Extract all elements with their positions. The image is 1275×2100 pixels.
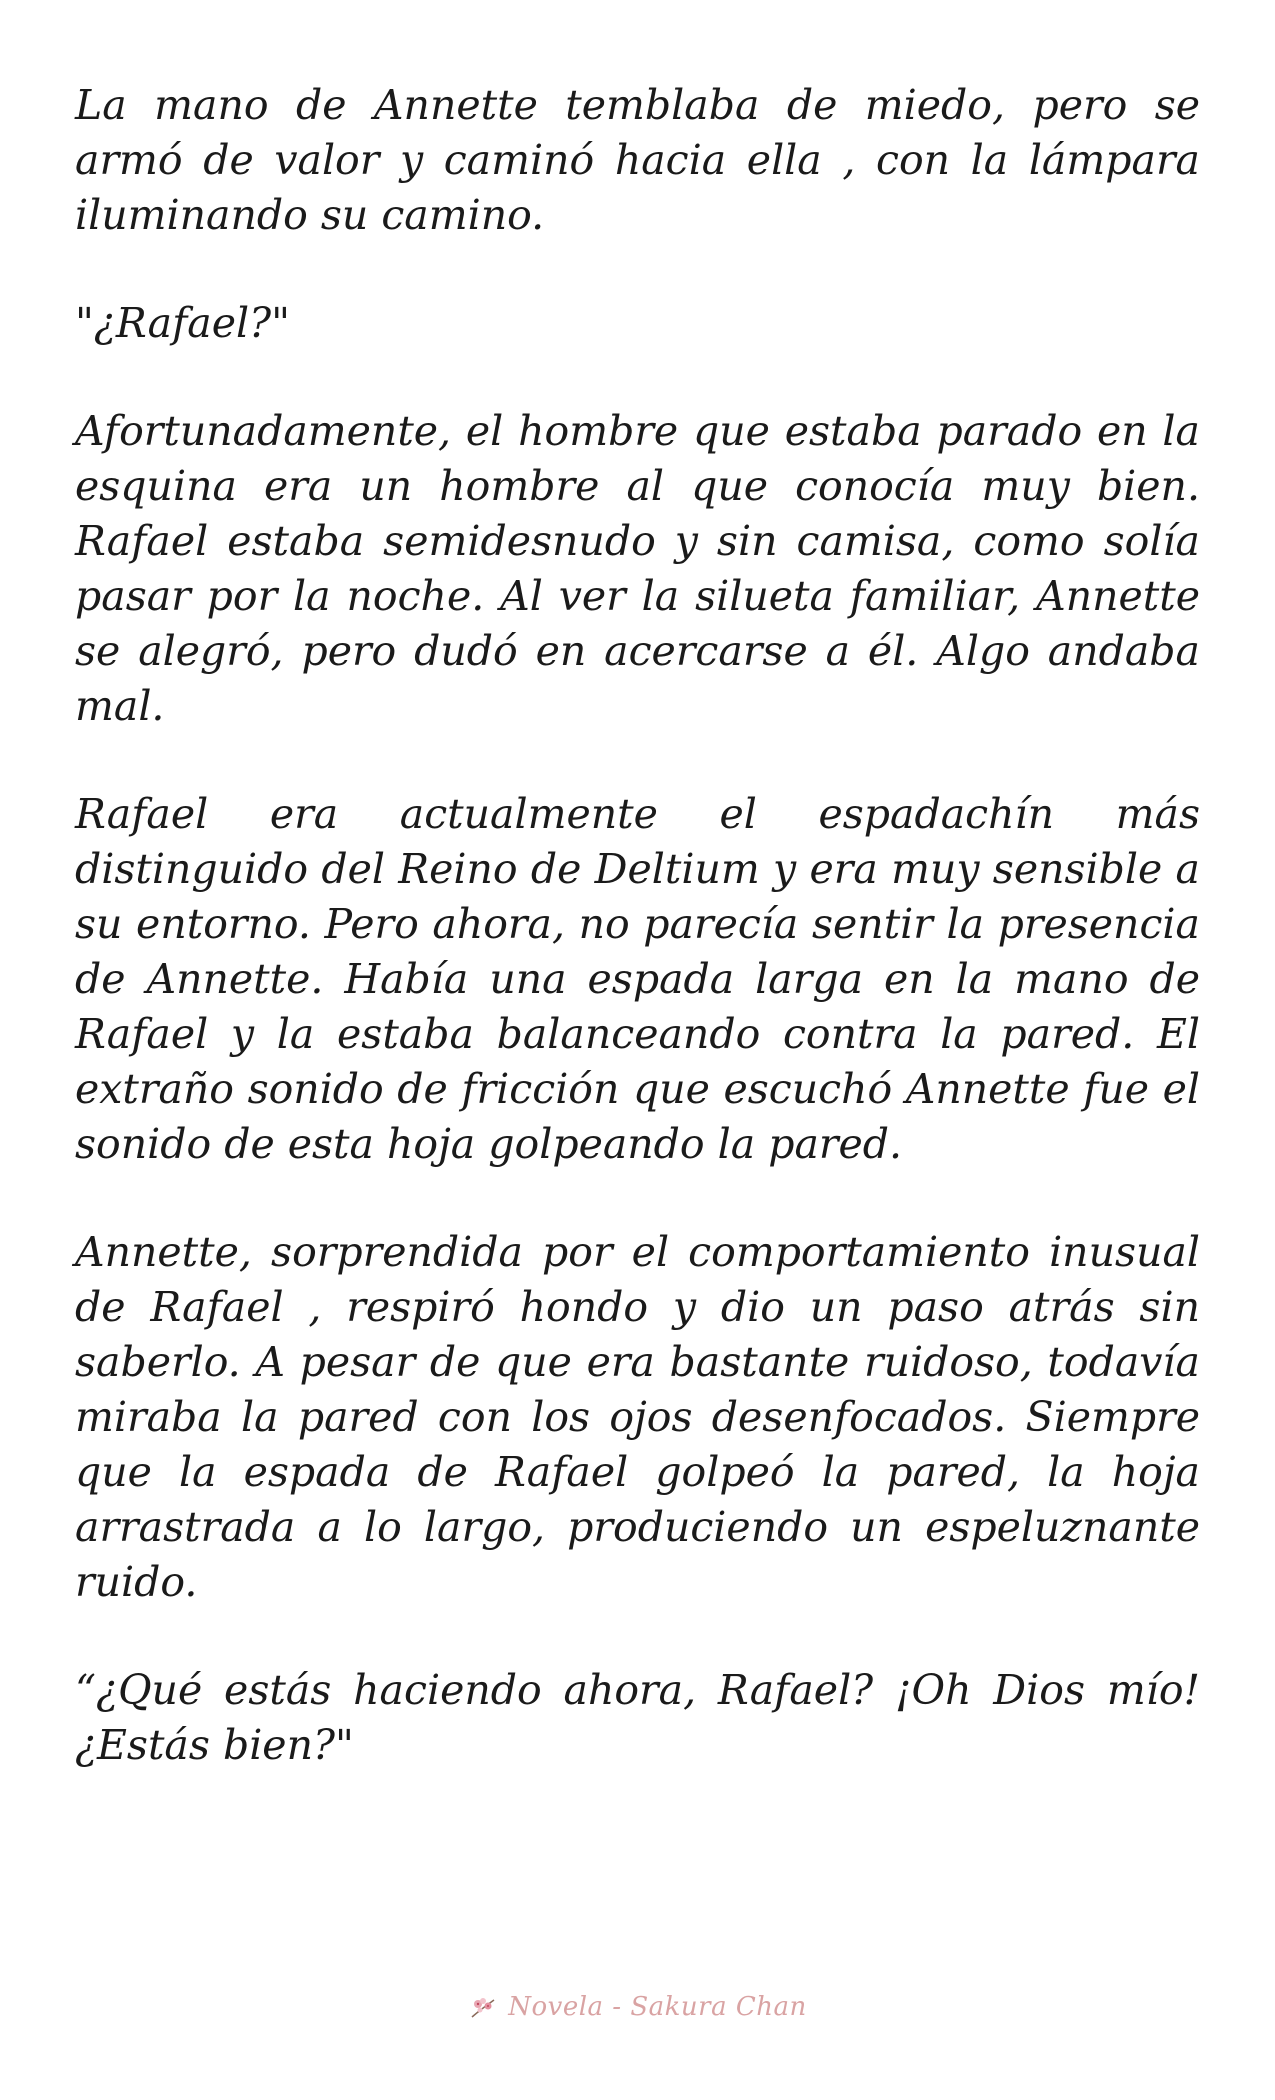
paragraph-3: Afortunadamente, el hombre que estaba parado en la esquina era un hombre al que conocía muy bien. Rafael estaba semidesnudo y sin camisa, como solía pasar por la noche. Al ver la silueta familiar, Annette se alegró, pero dudó en acercarse a él. Algo andaba mal.: [75, 407, 1200, 730]
paragraph-1: La mano de Annette temblaba de miedo, pero se armó de valor y caminó hacia ella , con la lámpara iluminando su camino.: [75, 81, 1200, 239]
watermark-text: Novela - Sakura Chan: [508, 1992, 807, 2022]
paragraph-5: Annette, sorprendida por el comportamiento inusual de Rafael , respiró hondo y dio un paso atrás sin saberlo. A pesar de que era bastante ruidoso, todavía miraba la pared con los ojos desenfocados. Siempre que la espada de Rafael golpeó la pared, la hoja arrastrada a lo largo, produciendo un espeluznante ruido.: [75, 1228, 1200, 1606]
text-page: [75, 78, 1200, 1826]
watermark-footer: [0, 1992, 1275, 2022]
paragraph-4: Rafael era actualmente el espadachín más distinguido del Reino de Deltium y era muy sensible a su entorno. Pero ahora, no parecía sentir la presencia de Annette. Había una espada larga en la mano de Rafael y la estaba balanceando contra la pared. El extraño sonido de fricción que escuchó Annette fue el sonido de esta hoja golpeando la pared.: [75, 790, 1200, 1168]
paragraph-6: “¿Qué estás haciendo ahora, Rafael? ¡Oh Dios mío! ¿Estás bien?": [75, 1666, 1200, 1769]
paragraph-2: "¿Rafael?": [75, 299, 290, 347]
cherry-blossom-icon: [468, 1992, 498, 2022]
